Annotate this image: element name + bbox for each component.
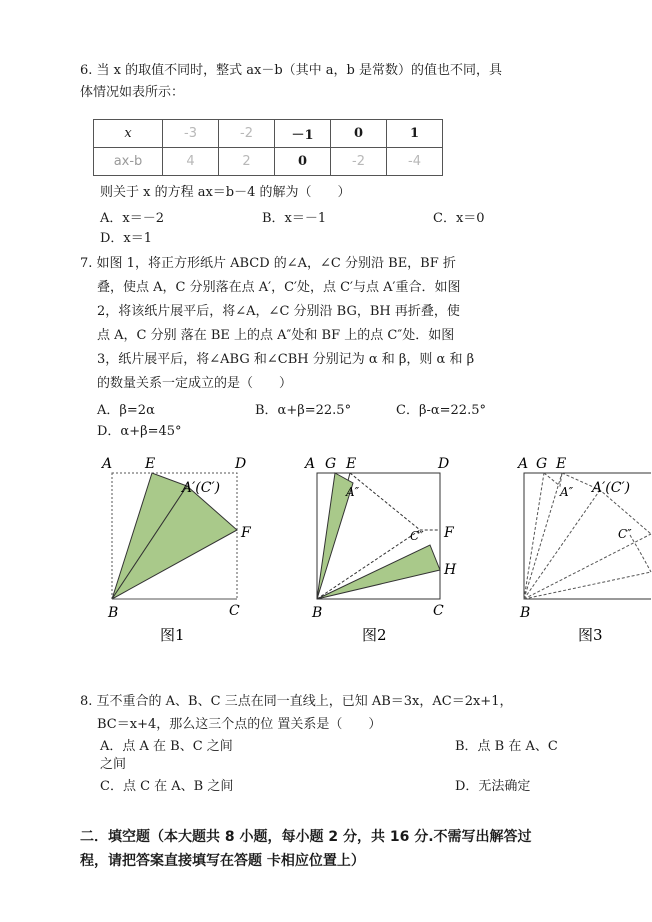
q6-option-b: B．x＝－1	[262, 211, 327, 226]
label-h: H	[444, 562, 457, 578]
label-b: B	[108, 605, 119, 621]
label-a-c-prime: A′(C′)	[182, 480, 221, 496]
q7-figures	[100, 452, 652, 652]
q8-option-d: D．无法确定	[455, 779, 531, 794]
crease-right	[630, 535, 651, 572]
table-cell: -2	[331, 148, 387, 176]
q8-option-b: B．点 B 在 A、C	[455, 739, 558, 754]
crease-ba	[524, 490, 600, 599]
crease-be	[524, 473, 562, 599]
table-cell: -2	[219, 120, 275, 148]
caption-fig-3: 图3	[578, 626, 603, 644]
q6-line-2: 体情况如表所示：	[80, 85, 185, 100]
section-2-heading-line-2: 程，请把答案直接填写在答题 卡相应位置上）	[80, 853, 365, 869]
caption-fig-2: 图2	[362, 626, 387, 644]
table-cell: 0	[275, 148, 331, 176]
table-cell: －1	[275, 120, 331, 148]
label-a: A	[102, 456, 113, 472]
label-e: E	[556, 456, 567, 472]
label-d: D	[438, 456, 450, 472]
table-cell: -4	[387, 148, 443, 176]
label-b: B	[520, 605, 531, 621]
q6-option-a: A．x＝－2	[100, 211, 164, 226]
label-c: C	[229, 603, 240, 619]
figure-1	[100, 456, 252, 644]
label-c-double-prime: C″	[618, 527, 632, 541]
q6-option-c: C．x＝0	[433, 211, 485, 226]
label-a-double-prime: A″	[346, 485, 360, 499]
q7-option-c: C．β-α=22.5°	[396, 403, 486, 418]
table-cell: 0	[331, 120, 387, 148]
q7-line-2: 叠，使点 A，C 分别落在点 A′，C′处，点 C′与点 A′重合．如图	[97, 280, 461, 295]
q7-line-1: 7. 如图 1，将正方形纸片 ABCD 的∠A，∠C 分别沿 BE，BF 折	[80, 256, 456, 271]
fold-triangle-bh	[317, 545, 440, 599]
table-cell: 4	[163, 148, 219, 176]
q6-option-d: D．x＝1	[100, 231, 153, 246]
q6-value-table	[93, 119, 443, 176]
crease-bf	[524, 534, 651, 599]
q7-option-b: B．α+β=22.5°	[255, 403, 352, 418]
q7-line-6: 的数量关系一定成立的是（ ）	[97, 376, 293, 391]
q6-line-1: 6. 当 x 的取值不同时，整式 ax－b（其中 a，b 是常数）的值也不同，具	[80, 63, 503, 78]
label-e: E	[346, 456, 357, 472]
label-a-c-prime: A′(C′)	[592, 480, 631, 496]
q6-question: 则关于 x 的方程 ax＝b－4 的解为（ ）	[100, 185, 351, 200]
label-g: G	[536, 456, 548, 472]
label-a: A	[518, 456, 529, 472]
q7-option-a: A．β=2α	[97, 403, 155, 418]
label-c-double-prime: C″	[410, 529, 424, 543]
q7-option-d: D．α+β=45°	[97, 424, 182, 439]
table-row	[94, 120, 443, 148]
table-cell: 2	[219, 148, 275, 176]
q8-line-2: BC＝x+4，那么这三个点的位 置关系是（ ）	[97, 717, 382, 732]
caption-fig-1: 图1	[160, 626, 185, 644]
label-a: A	[305, 456, 316, 472]
label-c: C	[433, 603, 444, 619]
q8-option-a: A．点 A 在 B、C 之间	[100, 739, 233, 754]
q8-line-1: 8. 互不重合的 A、B、C 三点在同一直线上，已知 AB＝3x，AC＝2x+1，	[80, 694, 513, 709]
table-cell: 1	[387, 120, 443, 148]
label-e: E	[145, 456, 156, 472]
label-b: B	[312, 605, 323, 621]
label-d: D	[235, 456, 247, 472]
figure-2	[303, 456, 457, 644]
table-cell: ax-b	[94, 148, 163, 176]
table-cell: x	[94, 120, 163, 148]
label-f: F	[241, 525, 251, 541]
q7-line-4: 点 A，C 分别 落在 BE 上的点 A″处和 BF 上的点 C″处．如图	[97, 328, 455, 343]
crease-bg	[524, 473, 544, 599]
section-2-heading-line-1: 二．填空题（本大题共 8 小题，每小题 2 分，共 16 分.不需写出解答过	[80, 829, 532, 845]
table-cell: -3	[163, 120, 219, 148]
label-a-double-prime: A″	[560, 485, 574, 499]
q8-option-c: C．点 C 在 A、B 之间	[100, 779, 234, 794]
q7-line-5: 3，纸片展平后，将∠ABG 和∠CBH 分别记为 α 和 β，则 α 和 β	[97, 352, 475, 367]
fold-dashed-1	[350, 473, 440, 530]
crease-bh	[524, 572, 651, 599]
q7-line-3: 2，将该纸片展平后，将∠A，∠C 分别沿 BG，BH 再折叠，使	[97, 304, 460, 319]
q8-option-b-continued: 之间	[100, 757, 127, 772]
table-row	[94, 148, 443, 176]
label-g: G	[325, 456, 337, 472]
label-f: F	[444, 525, 454, 541]
figure-3	[516, 456, 651, 644]
